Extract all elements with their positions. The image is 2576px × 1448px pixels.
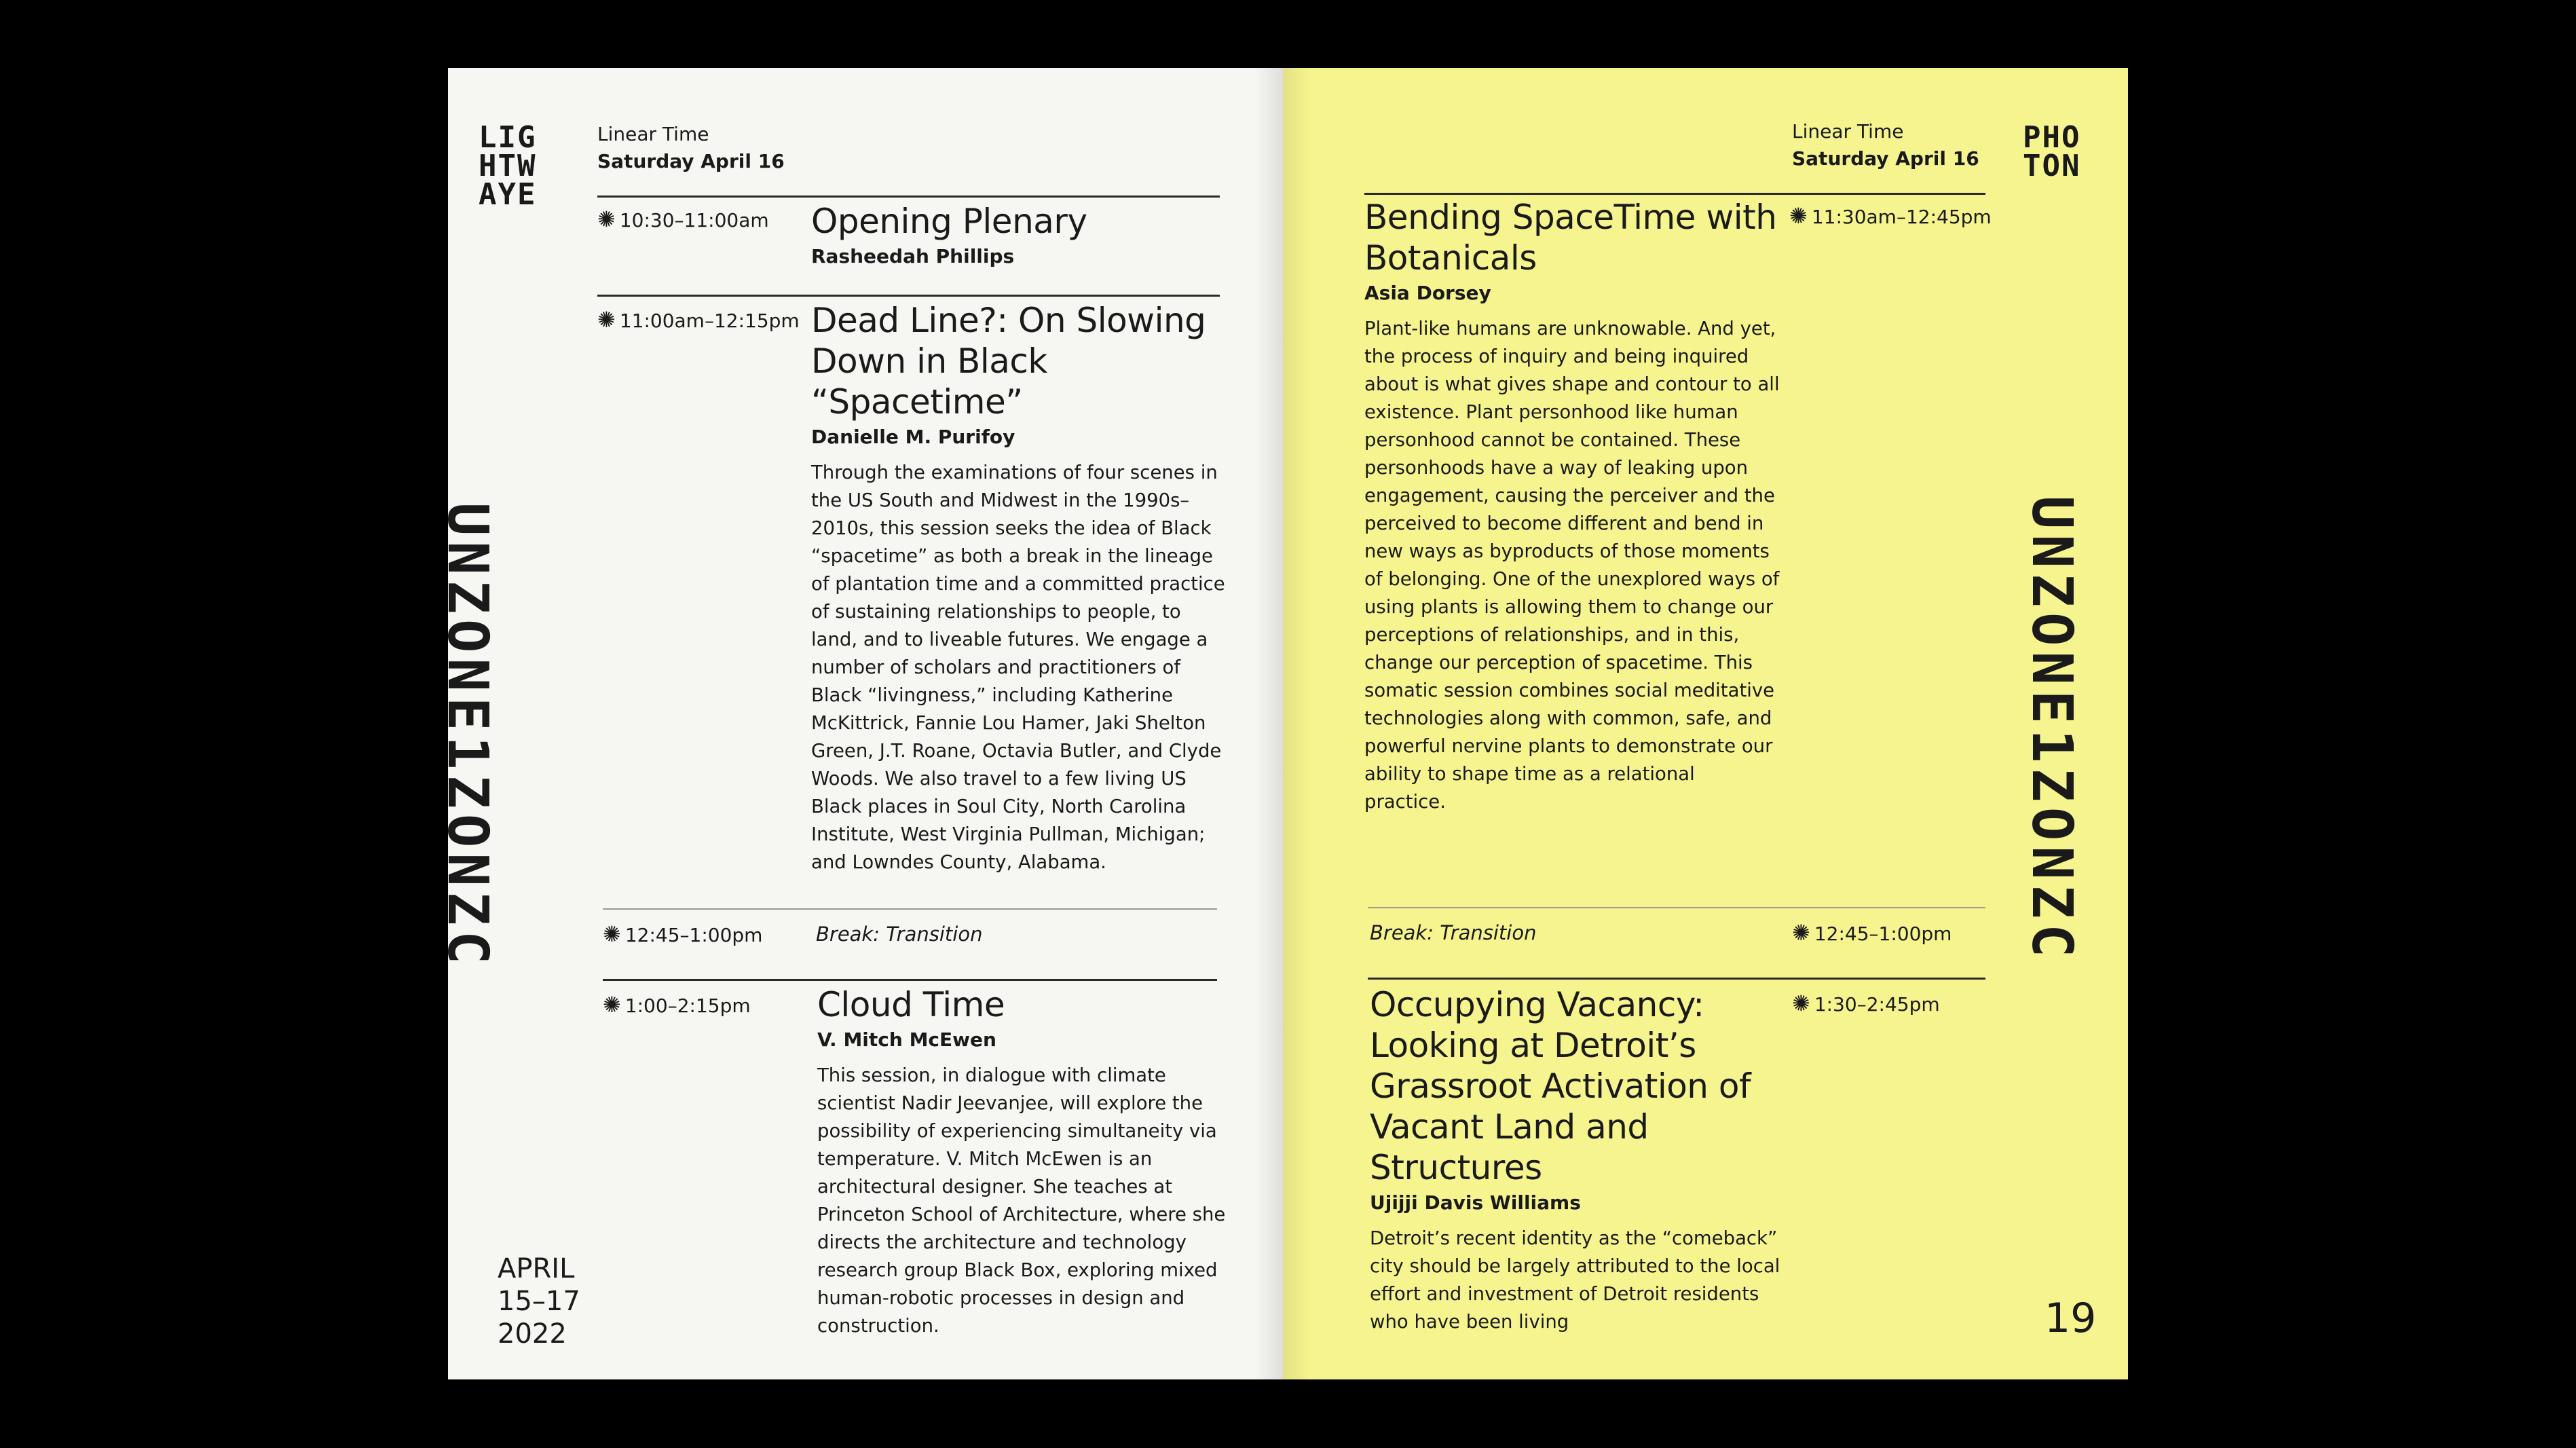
vertical-title: UNZONE1ZONZC <box>435 502 500 970</box>
dates-month: APRIL <box>498 1253 575 1284</box>
header-section: Linear Time <box>1792 120 1904 143</box>
header-rule <box>1364 193 1985 195</box>
break-label: Break: Transition <box>1370 921 1537 944</box>
lightwave-logo: LIG HTW AYE <box>479 120 537 212</box>
asterisk-icon: ✺ <box>597 206 616 232</box>
session-time: ✺ 11:00am–12:15pm <box>597 307 800 333</box>
session-speaker: V. Mitch McEwen <box>817 1028 996 1051</box>
break-rule <box>1368 907 1985 908</box>
event-dates <box>498 1252 580 1350</box>
session-title: Dead Line?: On Slowing Down in Black “Spacetime” <box>811 301 1206 422</box>
asterisk-icon: ✺ <box>597 307 616 333</box>
session-title: Opening Plenary <box>811 202 1087 241</box>
session-description: Detroit’s recent identity as the “comeback” city should be largely attributed to the local effort and investment of Detroit residents who have been living <box>1370 1227 1780 1333</box>
left-page <box>435 68 1283 1379</box>
session-time: ✺ 10:30–11:00am <box>597 206 769 232</box>
session-speaker: Rasheedah Phillips <box>811 245 1015 267</box>
session-description: This session, in dialogue with climate scientist Nadir Jeevanjee, will explore the possibility of experiencing simultaneity via temperature. V. Mitch McEwen is an architectural designer. She teaches at Princeton School of Architecture, where she directs the architecture and technology research group Black Box, exploring mixed human-robotic processes in design and construction. <box>817 1064 1226 1337</box>
header-section: Linear Time <box>597 123 709 145</box>
asterisk-icon: ✺ <box>603 921 621 947</box>
break-label: Break: Transition <box>816 923 983 946</box>
header-rule <box>597 196 1220 198</box>
session-speaker: Ujijji Davis Williams <box>1370 1191 1581 1214</box>
session-block <box>1364 197 1782 816</box>
break-time: ✺ 12:45–1:00pm <box>1792 920 1952 946</box>
header-date: Saturday April 16 <box>1792 147 1979 170</box>
session-rule <box>1368 978 1985 980</box>
session-title: Cloud Time <box>817 985 1005 1024</box>
session-speaker: Danielle M. Purifoy <box>811 426 1015 448</box>
session-title: Occupying Vacancy: Looking at Detroit’s Grassroot Activation of Vacant Land and Structures <box>1370 985 1751 1187</box>
asterisk-icon: ✺ <box>603 992 621 1018</box>
vertical-title: UNZONE1ZONZC <box>2019 496 2084 963</box>
asterisk-icon: ✺ <box>1792 920 1810 946</box>
asterisk-icon: ✺ <box>1792 990 1810 1016</box>
session-time: ✺ 1:30–2:45pm <box>1792 990 1940 1016</box>
session-block <box>817 984 1235 1340</box>
right-page <box>1283 68 2128 1379</box>
session-block <box>1370 984 1784 1336</box>
break-rule <box>603 908 1217 910</box>
session-block <box>811 300 1232 876</box>
header-date: Saturday April 16 <box>597 150 785 172</box>
dates-days: 15–17 <box>498 1286 580 1317</box>
session-time: ✺ 11:30am–12:45pm <box>1789 203 1992 229</box>
session-description: Through the examinations of four scenes in the US South and Midwest in the 1990s–2010s, this session seeks the idea of Black “spacetime” as both a break in the lineage of plantation time and a committed practice of sustaining relationships to people, to land, and to liveable futures. We engage a number of scholars and practitioners of Black “livingness,” including Katherine McKittrick, Fannie Lou Hamer, Jaki Shelton Green, J.T. Roane, Octavia Butler, and Clyde Woods. We also travel to a few living US Black places in Soul City, North Carolina Institute, West Virginia Pullman, Michigan; and Lowndes County, Alabama. <box>811 462 1225 873</box>
session-block <box>811 201 1232 269</box>
session-title: Bending SpaceTime with Botanicals <box>1364 198 1777 278</box>
session-speaker: Asia Dorsey <box>1364 282 1491 304</box>
asterisk-icon: ✺ <box>1789 203 1808 229</box>
page-gutter-shadow <box>1256 68 1283 1379</box>
break-time: ✺ 12:45–1:00pm <box>603 921 763 947</box>
photon-logo: PHO TON <box>2023 120 2081 183</box>
session-description: Plant-like humans are unknowable. And yet, the process of inquiry and being inquired about is what gives shape and contour to all existence. Plant personhood like human personhood cannot be contained. These personhoods have a way of leaking upon engagement, causing the perceiver and the perceived to become different and bend in new ways as byproducts of those moments of belonging. One of the unexplored ways of using plants is allowing them to change our perceptions of relationships, and in this, change our perception of spacetime. This somatic session combines social meditative technologies along with common, safe, and powerful nervine plants to demonstrate our ability to shape time as a relational practice. <box>1364 318 1780 813</box>
page-number: 19 <box>2045 1295 2097 1342</box>
session-rule <box>597 295 1220 297</box>
session-rule <box>603 979 1217 981</box>
session-time: ✺ 1:00–2:15pm <box>603 992 751 1018</box>
page-gutter-shadow <box>1283 68 1310 1379</box>
dates-year: 2022 <box>498 1318 567 1350</box>
